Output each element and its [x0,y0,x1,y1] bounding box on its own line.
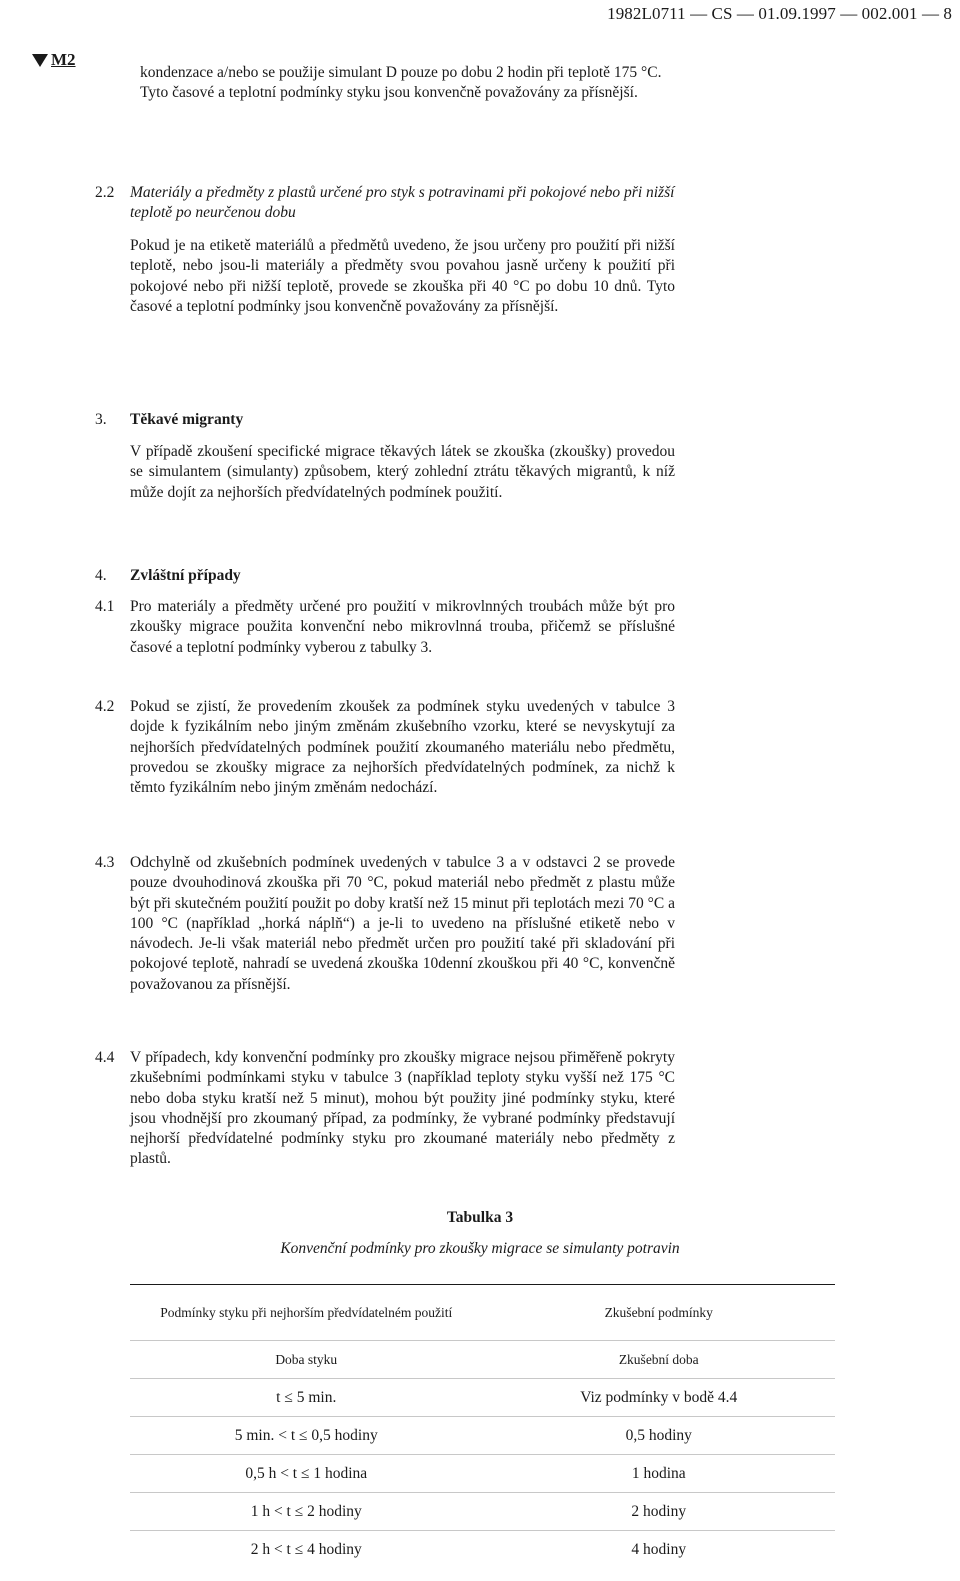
item-4-3-number: 4.3 [95,854,115,871]
table-cell: 2 h < t ≤ 4 hodiny [130,1531,483,1569]
table-3-subtitle: Konvenční podmínky pro zkoušky migrace se simulanty potravin [280,1240,680,1257]
table-cell: 0,5 hodiny [483,1417,836,1455]
table-row [130,1379,835,1417]
table-subheader-row [130,1341,835,1379]
table-header-cell: Zkušební doba [483,1341,836,1379]
section-4-title: Zvláštní případy [130,567,241,584]
item-4-4-number: 4.4 [95,1049,115,1066]
item-4-2-number: 4.2 [95,698,115,715]
table-header-cell: Doba styku [130,1341,483,1379]
section-4-number: 4. [95,567,107,584]
table-cell: 2 hodiny [483,1493,836,1531]
table-row [130,1531,835,1569]
section-3-text: V případě zkoušení specifické migrace těkavých látek se zkouška (zkoušky) provedou se simulantem (simulanty) způsobem, který zohlední ztrátu těkavých migrantů, k níž může dojít za nejhorších předvídatelných podmínek použití. [130,443,675,501]
item-4-4-text: V případech, kdy konvenční podmínky pro zkoušky migrace nejsou přiměřeně pokryty zkušebními podmínkami styku v tabulce 3 (například teploty styku vyšší než 175 °C nebo doba styku kratší než 5 minut), mohou být použity jiné podmínky styku, které jsou vhodnější pro zkoumaný případ, za podmínky, že vybrané podmínky představují nejhorší předvídatelné podmínky styku pro zkoumané materiály nebo předměty z plastů. [130,1049,675,1168]
table-cell: 0,5 h < t ≤ 1 hodina [130,1455,483,1493]
table-cell: 4 hodiny [483,1531,836,1569]
section-2-2-number: 2.2 [95,184,115,201]
item-4-1-number: 4.1 [95,598,115,615]
table-3-title: Tabulka 3 [446,1209,514,1226]
item-4-1-text: Pro materiály a předměty určené pro použití v mikrovlnných troubách může být pro zkoušky migrace použita konvenční nebo mikrovlnná trouba, přičemž se příslušné časové a teplotní podmínky vyberou z tabulky 3. [130,598,675,656]
item-4-2-text: Pokud se zjistí, že provedením zkoušek za podmínek styku uvedených v tabulce 3 dojde k fyzikálním nebo jiným změnám zkušebního vzorku, které se nevyskytují za nejhorších předvídatelných podmínek použití zkoumaného materiálu nebo předmětu, provedou se zkoušky migrace za nejhorších předvídatelných podmínek, za nichž k těmto fyzikálním nebo jiným změnám nedochází. [130,698,675,797]
intro-paragraph: kondenzace a/nebo se použije simulant D pouze po dobu 2 hodin při teplotě 175 °C. Tyto časové a teplotní podmínky styku jsou konvenčně považovány za přísnější. [140,64,662,102]
table-row [130,1493,835,1531]
table-row [130,1455,835,1493]
document-header: 1982L0711 — CS — 01.09.1997 — 002.001 — 8 [607,4,952,23]
triangle-down-icon [32,54,48,67]
table-header-cell: Podmínky styku při nejhorším předvídatelném použití [130,1285,483,1341]
section-3-title: Těkavé migranty [130,411,244,428]
section-2-2-text: Pokud je na etiketě materiálů a předmětů uvedeno, že jsou určeny pro použití při nižší teplotě, nebo jsou-li materiály a předměty svou povahou jasně určeny k použití při pokojové nebo při nižší teplotě, provede se zkouška při 40 °C po dobu 10 dnů. Tyto časové a teplotní podmínky jsou konvenčně považovány za přísnější. [130,237,675,315]
amendment-code: M2 [51,50,76,69]
table-cell: 1 h < t ≤ 2 hodiny [130,1493,483,1531]
amendment-marker [32,50,76,70]
table-3 [130,1284,835,1569]
table-header-row [130,1285,835,1341]
table-cell: 1 hodina [483,1455,836,1493]
table-cell: t ≤ 5 min. [130,1379,483,1417]
section-2-2-title: Materiály a předměty z plastů určené pro styk s potravinami při pokojové nebo při nižší teplotě po neurčenou dobu [130,184,675,222]
table-cell: Viz podmínky v bodě 4.4 [483,1379,836,1417]
table-row [130,1417,835,1455]
section-3-number: 3. [95,411,107,428]
table-cell: 5 min. < t ≤ 0,5 hodiny [130,1417,483,1455]
item-4-3-text: Odchylně od zkušebních podmínek uvedených v tabulce 3 a v odstavci 2 se provede pouze dvouhodinová zkouška při 70 °C, pokud materiál nebo předmět z plastu může být při skutečném použití použit po doby kratší než 15 minut při teplotách mezi 70 °C a 100 °C (například „horká náplň“) a je-li to uvedeno na příslušné etiketě nebo v návodech. Je-li však materiál nebo předmět určen pro použití také při skladování při pokojové teplotě, nahradí se uvedená zkouška 10denní zkouškou při 40 °C, konvenčně považovanou za přísnější. [130,854,675,993]
table-header-cell: Zkušební podmínky [483,1285,836,1341]
